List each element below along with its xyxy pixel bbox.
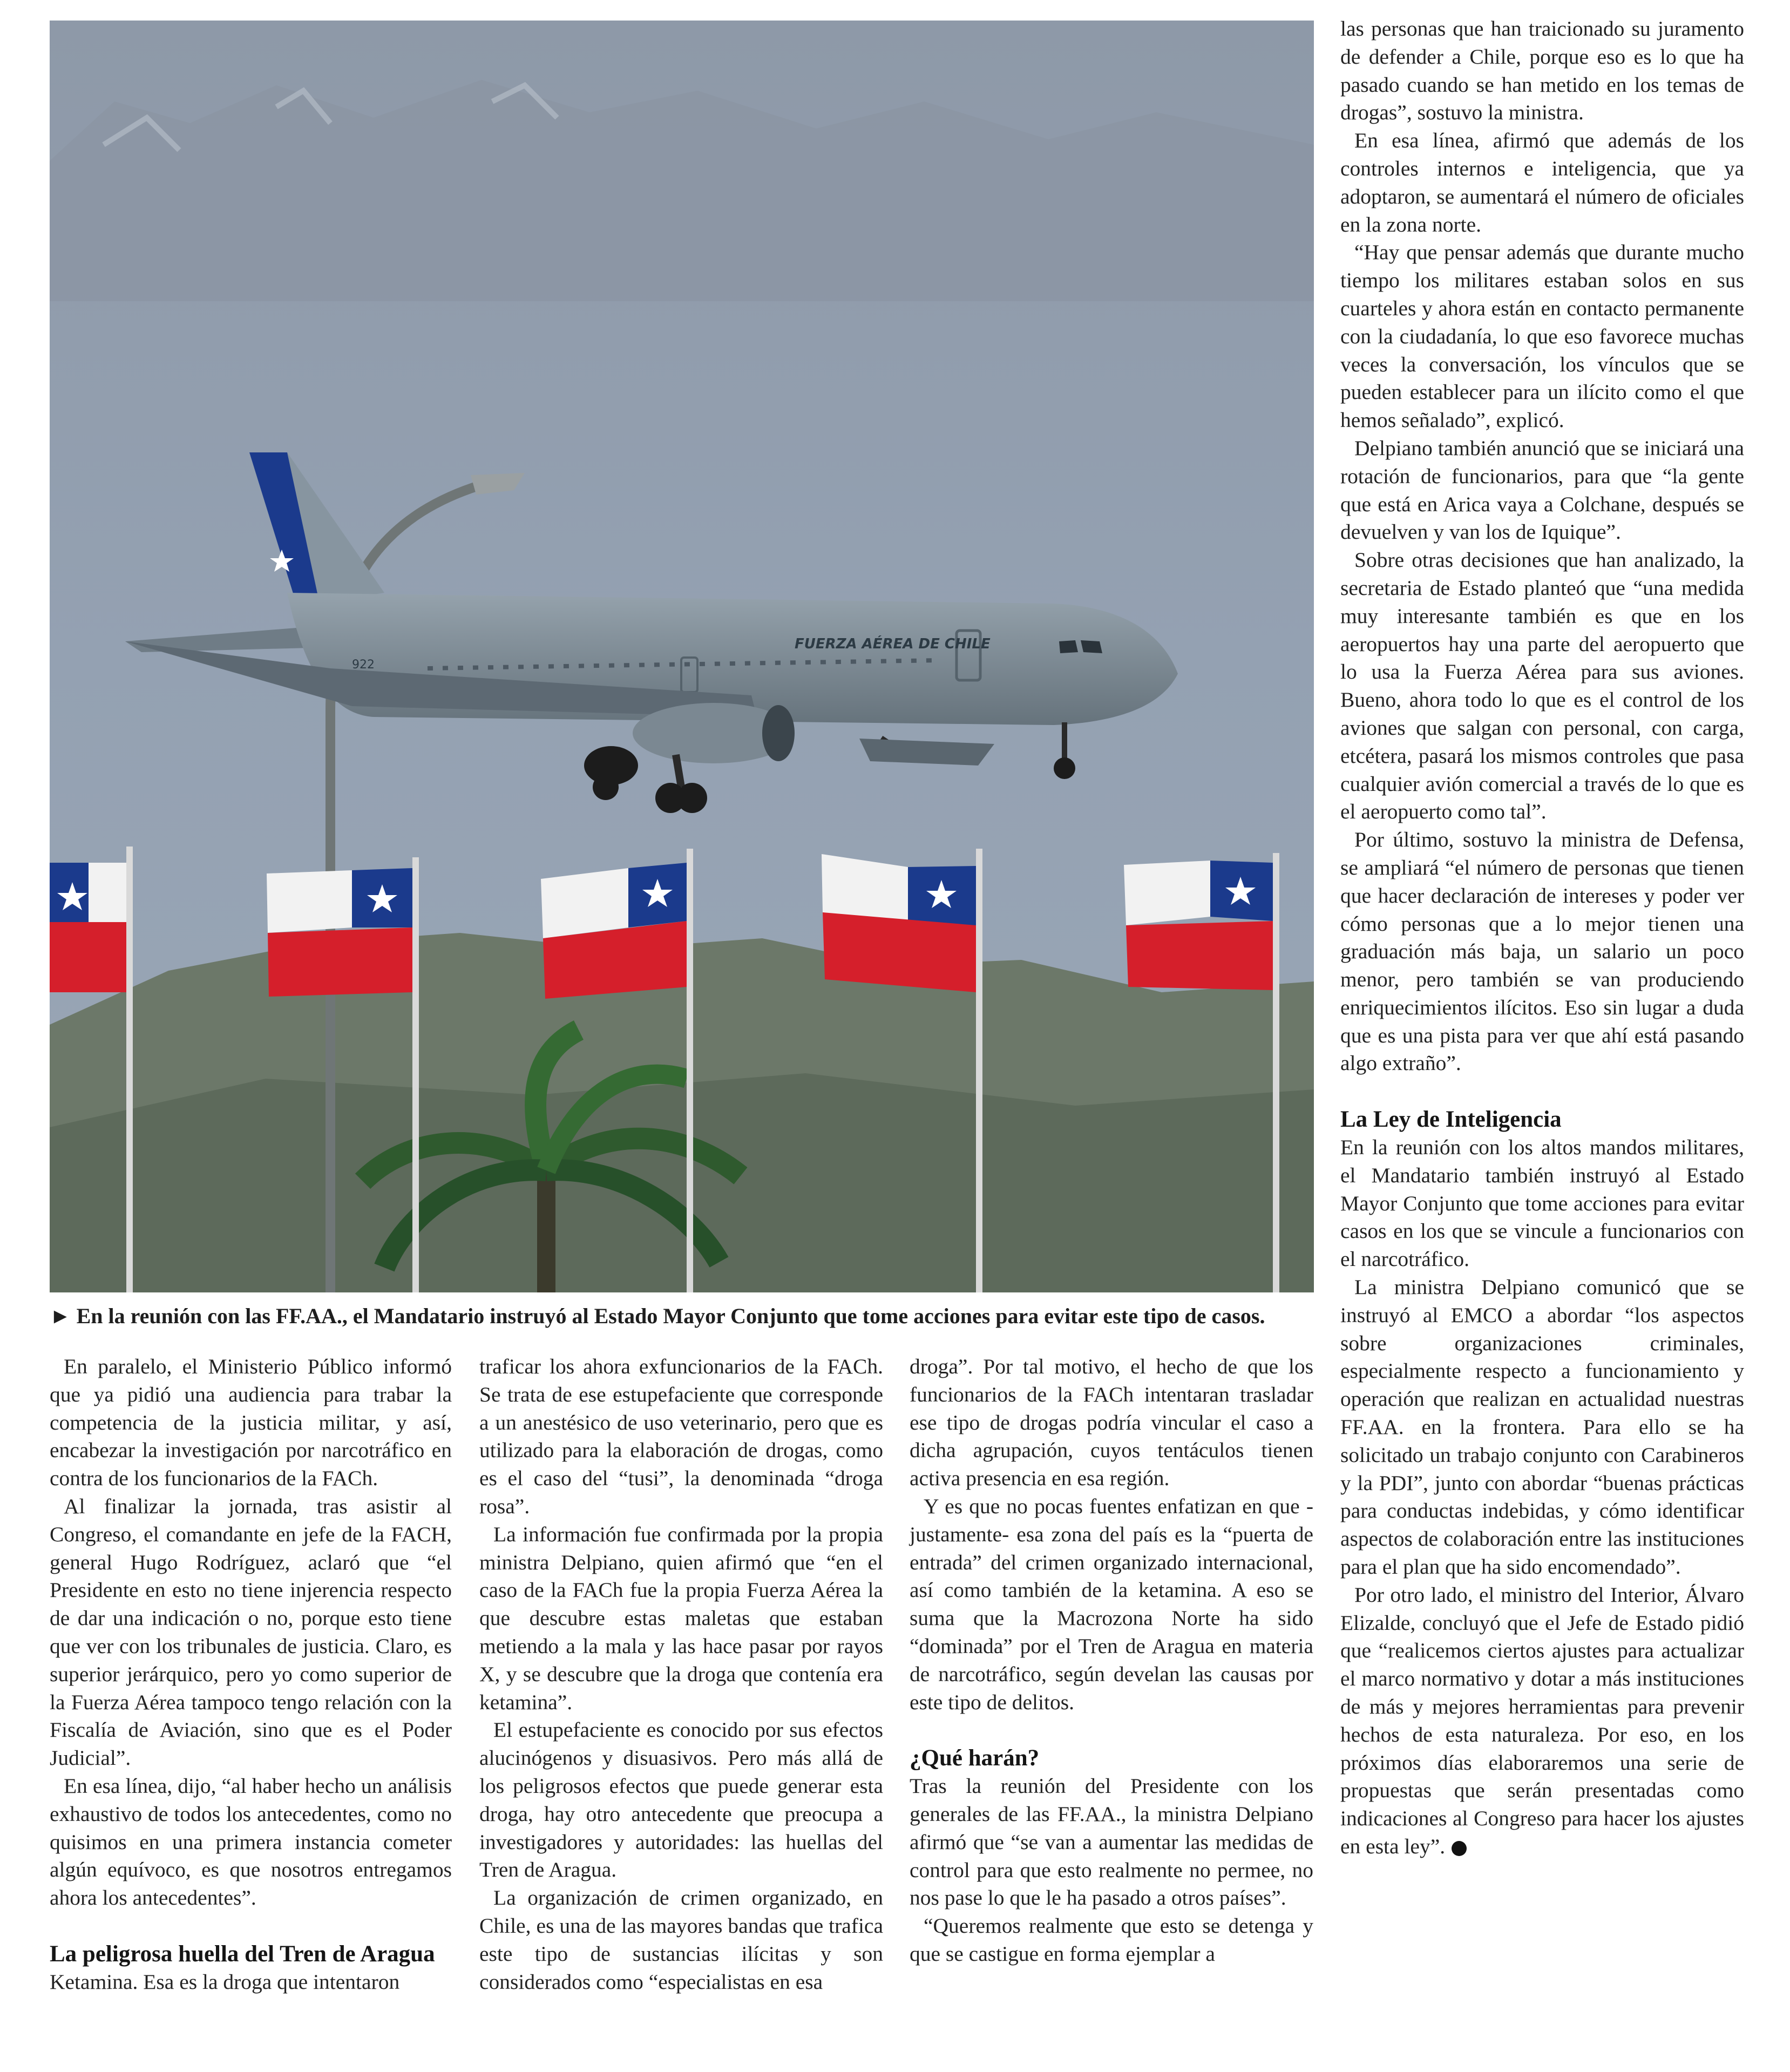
paragraph: Ketamina. Esa es la droga que intentaron [50,1969,400,1994]
section-heading: ¿Qué harán? [910,1745,1040,1771]
article-column-2 [479,1353,883,1996]
end-of-article-icon [1452,1841,1467,1856]
paragraph: Al finalizar la jornada, tras asistir al Congreso, el comandante en jefe de la FACH, general Hugo Rodríguez, aclaró que “el Presidente en esto no tiene injerencia respecto de dar una indicación o no, porque esto tiene que ver con los tribunales de justicia. Claro, es superior jerárquico, pero yo como superior de la Fuerza Aérea tampoco tengo relación con la Fiscalía de Aviación, sino que es el Poder Judicial”. [50,1494,452,1770]
paragraph: droga”. Por tal motivo, el hecho de que los funcionarios de la FACh intentaran trasladar ese tipo de drogas podría vincular el caso a dicha agrupación, cuyos tentáculos tienen activa presencia en esa región. [910,1355,1313,1491]
paragraph [1340,1581,1744,1861]
paragraph-text: Por otro lado, el ministro del Interior, Álvaro Elizalde, concluyó que el Jefe de Estado pidió que “realicemos ciertos ajustes para actualizar el marco normativo y dotar a más instituciones de más y mejores herramientas para prevenir hechos de esta naturaleza. Por eso, en los próximos días elaboraremos una serie de propuestas que serán presentadas como indicaciones al Congreso para hacer los ajustes en esta ley”. [1340,1582,1744,1858]
paragraph: las personas que han traicionado su juramento de defender a Chile, porque eso es lo que ha pasado cuando se han metido en los temas de drogas”, sostuvo la ministra. [1340,17,1744,125]
paragraph: La organización de crimen organizado, en Chile, es una de las mayores bandas que trafica este tipo de sustancias ilícitas y son considerados como “especialistas en esa [479,1886,883,1994]
section-heading: La peligrosa huella del Tren de Aragua [50,1941,435,1967]
paragraph: Tras la reunión del Presidente con los generales de las FF.AA., la ministra Delpiano afirmó que “se van a aumentar las medidas de control para que esto realmente no permee, no nos pase lo que le ha pasado a otros países”. [910,1774,1313,1910]
paragraph: La ministra Delpiano comunicó que se instruyó al EMCO a abordar “los aspectos sobre organizaciones criminales, especialmente respecto a funcionamiento y operación que realizan en actualidad nuestras FF.AA. en la frontera. Para ello se ha solicitado un trabajo conjunto con Carabineros y la PDI”, junto con abordar “buenas prácticas para conductas indebidas, y cómo identificar aspectos de colaboración entre las instituciones para el plan que ha sido encomendado”. [1340,1275,1744,1579]
paragraph: En esa línea, afirmó que además de los controles internos e inteligencia, que ya adoptaron, se aumentará el número de oficiales en la zona norte. [1340,128,1744,236]
photo-caption: ► En la reunión con las FF.AA., el Mandatario instruyó al Estado Mayor Conjunto que tome acciones para evitar este tipo de casos. [50,1304,1265,1328]
article-column-3 [910,1353,1313,1968]
article-photo [50,21,1314,1292]
paragraph: En la reunión con los altos mandos militares, el Mandatario también instruyó al Estado Mayor Conjunto que tome acciones para evitar casos en los que se vincule a funcionarios con el narcotráfico. [1340,1135,1744,1271]
paragraph: Sobre otras decisiones que han analizado, la secretaria de Estado planteó que “una medida muy interesante también es que en los aeropuertos hay una parte del aeropuerto que lo usa la Fuerza Aérea para sus aviones. Bueno, ahora todo lo que es el control de los aviones que salgan con personal, con carga, etcétera, pasará los mismos controles que pasa cualquier avión comercial a través de lo que es el aeropuerto como tal”. [1340,548,1744,824]
paragraph: “Queremos realmente que esto se detenga y que se castigue en forma ejemplar a [910,1914,1313,1966]
article-column-1 [50,1353,452,1996]
section-heading: La Ley de Inteligencia [1340,1107,1562,1133]
tail-number: 922 [352,658,375,672]
aircraft-lettering: FUERZA AÉREA DE CHILE [795,636,991,652]
airplane-photo [50,21,1314,1292]
paragraph: En esa línea, dijo, “al haber hecho un análisis exhaustivo de todos los antecedentes, como no quisimos en una primera instancia cometer algún equívoco, es que nosotros entregamos ahora los antecedentes”. [50,1773,452,1910]
paragraph: Y es que no pocas fuentes enfatizan en que -justamente- esa zona del país es la “puerta de entrada” del crimen organizado internacional, así como también de la ketamina. A eso se suma que la Macrozona Norte ha sido “dominada” por el Tren de Aragua en materia de narcotráfico, según develan las causas por este tipo de delitos. [910,1494,1313,1714]
paragraph: El estupefaciente es conocido por sus efectos alucinógenos y disuasivos. Pero más allá de los peligrosos efectos que puede generar esta droga, hay otro antecedente que preocupa a investigadores y autoridades: las huellas del Tren de Aragua. [479,1718,883,1882]
article-column-4 [1340,15,1744,1861]
paragraph: En paralelo, el Ministerio Público informó que ya pidió una audiencia para trabar la competencia de la justicia militar, y así, encabezar la investigación por narcotráfico en contra de los funcionarios de la FACh. [50,1355,452,1491]
paragraph: La información fue confirmada por la propia ministra Delpiano, quien afirmó que “en el caso de la FACh fue la propia Fuerza Aérea la que descubre estas maletas que estaban metiendo a la mala y las hace pasar por rayos X, y se descubre que la droga que contenía era ketamina”. [479,1522,883,1714]
paragraph: traficar los ahora exfuncionarios de la FACh. Se trata de ese estupefaciente que corresponde a un anestésico de uso veterinario, pero que es utilizado para la elaboración de drogas, como es el caso del “tusi”, la denominada “droga rosa”. [479,1355,883,1518]
paragraph: Por último, sostuvo la ministra de Defensa, se ampliará “el número de personas que tienen que hacer declaración de intereses y poder ver cómo personas que a lo mejor tienen una graduación más baja, un salario un poco menor, pero también se van produciendo enriquecimientos ilícitos. Eso sin lugar a duda que es una pista para ver que ahí está pasando algo extraño”. [1340,828,1744,1075]
paragraph: Delpiano también anunció que se iniciará una rotación de funcionarios, para que “la gente que está en Arica vaya a Colchane, después se devuelven y van los de Iquique”. [1340,436,1744,544]
paragraph: “Hay que pensar además que durante mucho tiempo los militares estaban solos en sus cuarteles y ahora están en contacto permanente con la ciudadanía, lo que eso favorece muchas veces la conversación, los vínculos que se pueden establecer para un ilícito como el que hemos señalado”, explicó. [1340,240,1744,432]
